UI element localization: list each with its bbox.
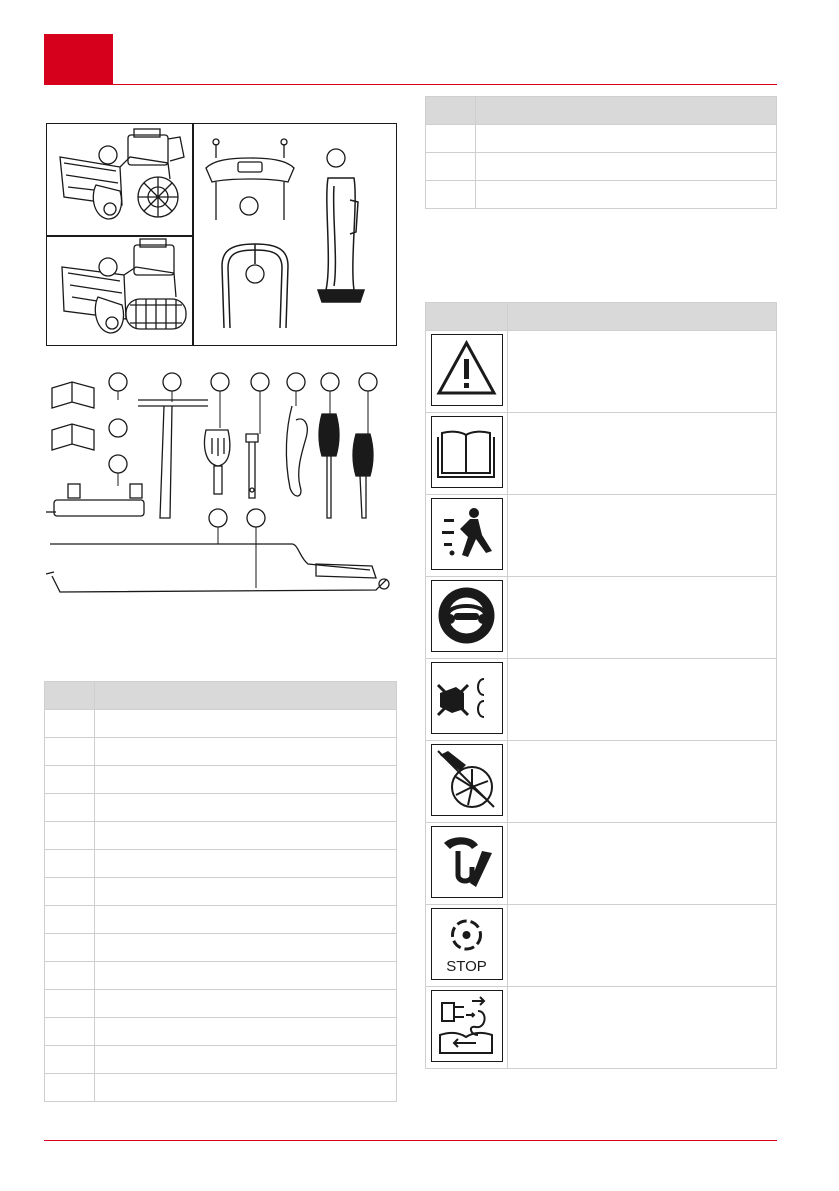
table-row (45, 906, 397, 934)
brand-block (44, 34, 113, 84)
small-table (425, 96, 777, 209)
table-row (426, 987, 777, 1069)
symbols-table-header (426, 303, 777, 331)
manual-2-icon (52, 424, 94, 450)
eye-ear-protection-icon (431, 580, 503, 652)
thrown-objects-icon (431, 498, 503, 570)
lower-handle-illustration (212, 236, 298, 334)
cell-number (45, 878, 95, 906)
cell-number (45, 990, 95, 1018)
table-row (45, 990, 397, 1018)
table-row (45, 934, 397, 962)
symbol-cell (426, 495, 508, 577)
header-col-number (45, 682, 95, 710)
symbol-text (508, 823, 777, 905)
table-row (426, 659, 777, 741)
table-row (45, 850, 397, 878)
table-row (426, 125, 777, 153)
cell-number (45, 906, 95, 934)
stop-auger-icon (431, 908, 503, 980)
cell-description (95, 738, 397, 766)
symbol-text (508, 987, 777, 1069)
cell-description (95, 934, 397, 962)
impeller-hand-hazard-icon (431, 826, 503, 898)
cell-number (45, 1074, 95, 1102)
header-col-meaning (508, 303, 777, 331)
cell-number (45, 934, 95, 962)
table-row (426, 577, 777, 659)
cell-number (45, 962, 95, 990)
table-row (45, 822, 397, 850)
symbol-text (508, 577, 777, 659)
cell-number (426, 181, 476, 209)
table-row (45, 738, 397, 766)
auger-hand-hazard-icon (431, 744, 503, 816)
cell-description (95, 906, 397, 934)
symbol-text (508, 331, 777, 413)
footer-rule (44, 1140, 777, 1141)
table-row (426, 823, 777, 905)
symbol-cell (426, 987, 508, 1069)
cell-number (45, 710, 95, 738)
cell-description (95, 710, 397, 738)
cell-description (95, 850, 397, 878)
symbol-text (508, 495, 777, 577)
cell-description (95, 878, 397, 906)
cell-number (45, 850, 95, 878)
cell-number (45, 1018, 95, 1046)
parts-table-header (45, 682, 397, 710)
symbol-text (508, 741, 777, 823)
table-row (426, 331, 777, 413)
table-row (426, 413, 777, 495)
snow-thrower-tracked-illustration (50, 239, 190, 344)
symbol-cell (426, 741, 508, 823)
table-row (426, 153, 777, 181)
snow-thrower-wheeled-illustration (50, 127, 190, 232)
figure-divider-horizontal (46, 235, 193, 237)
maintenance-unplug-icon (431, 990, 503, 1062)
symbol-text (508, 413, 777, 495)
symbol-text (508, 659, 777, 741)
cell-description (95, 990, 397, 1018)
table-row (426, 181, 777, 209)
table-row (426, 495, 777, 577)
cell-description (95, 794, 397, 822)
cell-description (476, 181, 777, 209)
table-row (45, 1046, 397, 1074)
keep-hands-away-icon (431, 662, 503, 734)
table-row (45, 710, 397, 738)
cell-description (95, 822, 397, 850)
symbol-cell (426, 823, 508, 905)
table-row (45, 878, 397, 906)
cell-number (45, 766, 95, 794)
read-manual-icon (431, 416, 503, 488)
cell-description (95, 1046, 397, 1074)
cell-description (95, 962, 397, 990)
symbol-cell (426, 413, 508, 495)
table-row (45, 962, 397, 990)
cell-description (95, 1018, 397, 1046)
control-panel-illustration (200, 132, 300, 227)
stop-label: STOP (446, 958, 487, 975)
table-row (426, 905, 777, 987)
table-row (45, 1018, 397, 1046)
header-col-description (476, 97, 777, 125)
header-col-description (95, 682, 397, 710)
loose-parts-illustration (46, 368, 400, 604)
warning-triangle-icon (431, 334, 503, 406)
symbol-cell (426, 659, 508, 741)
table-row (426, 741, 777, 823)
cell-description (95, 1074, 397, 1102)
cell-number (45, 1046, 95, 1074)
cell-number (45, 822, 95, 850)
table-row (45, 766, 397, 794)
cell-number (45, 738, 95, 766)
cell-number (426, 125, 476, 153)
symbol-cell (426, 331, 508, 413)
cell-description (476, 125, 777, 153)
symbols-table (425, 302, 777, 1069)
parts-table (44, 681, 397, 1102)
header-col-number (426, 97, 476, 125)
symbol-cell (426, 905, 508, 987)
cell-number (45, 794, 95, 822)
symbol-text (508, 905, 777, 987)
symbol-cell (426, 577, 508, 659)
table-row (45, 1074, 397, 1102)
header-rule (44, 84, 777, 85)
cell-description (476, 153, 777, 181)
chute-illustration (310, 142, 370, 312)
table-row (45, 794, 397, 822)
small-table-header (426, 97, 777, 125)
cell-description (95, 766, 397, 794)
header-col-symbol (426, 303, 508, 331)
manual-1-icon (52, 382, 94, 408)
cell-number (426, 153, 476, 181)
